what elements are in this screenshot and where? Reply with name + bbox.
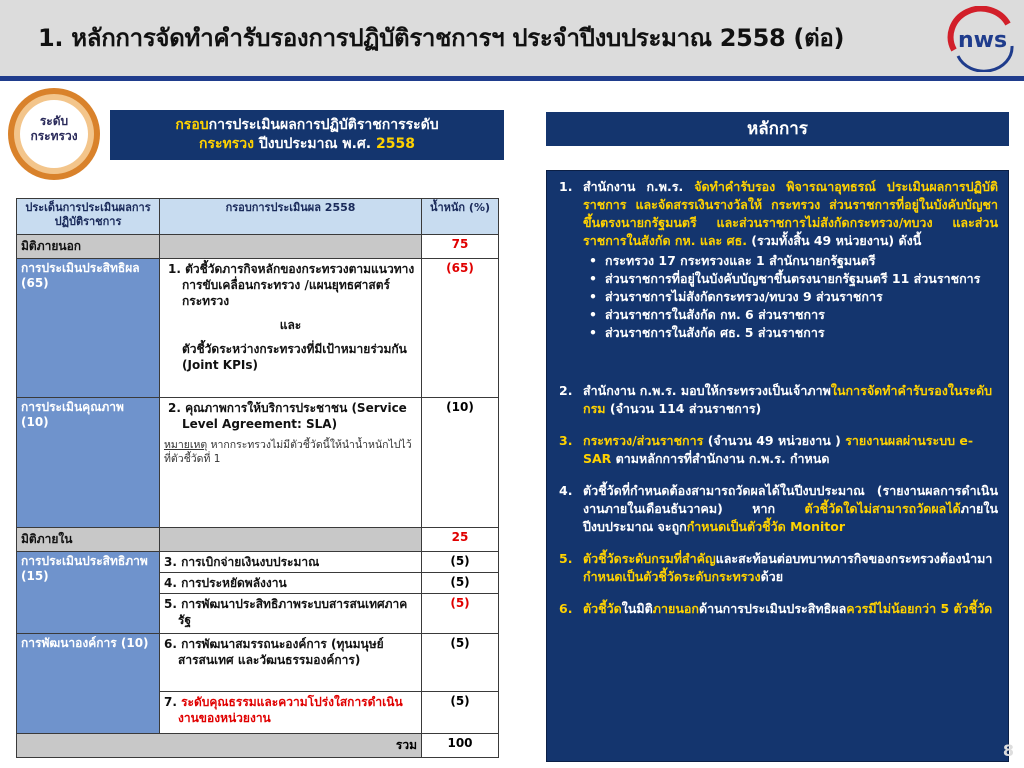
efficiency-label: การประเมินประสิทธิภาพ (15) xyxy=(17,552,160,634)
indicator-5-weight: (5) xyxy=(422,594,499,634)
principle-6: 6. ตัวชี้วัดในมิติภายนอกด้านการประเมินประสิทธิผลควรมีไม่น้อยกว่า 5 ตัวชี้วัด xyxy=(559,601,993,616)
page-number: 8 xyxy=(1002,741,1014,760)
indicator-3-weight: (5) xyxy=(422,552,499,573)
indicator-5: 5. การพัฒนาประสิทธิภาพระบบสารสนเทศภาครัฐ xyxy=(160,594,422,634)
header-issue: ประเด็นการประเมินผลการปฏิบัติราชการ xyxy=(17,199,160,235)
indicator-1: 1. ตัวชี้วัดภารกิจหลักของกระทรวงตามแนวทางการขับเคลื่อนกระทรวง /แผนยุทธศาสตร์กระทรวง xyxy=(168,262,415,308)
indicator-6-weight: (5) xyxy=(422,634,499,692)
quality-weight: (10) xyxy=(422,398,499,528)
principle-5: 5. ตัวชี้วัดระดับกรมที่สำคัญและสะท้อนต่อบทบาทภารกิจของกระทรวงต้องนำมากำหนดเป็นตัวชี้วัดระดับกระทรวงด้วย xyxy=(559,551,993,584)
nws-logo-icon xyxy=(942,6,1020,72)
framework-title-box: กรอบการประเมินผลการปฏิบัติราชการระดับ กระทรวง ปีงบประมาณ พ.ศ. 2558 xyxy=(110,110,504,160)
external-dimension-label: มิติภายนอก xyxy=(17,235,160,259)
list-item: • ส่วนราชการที่อยู่ในบังคับบัญชาขึ้นตรงนายกรัฐมนตรี 11 ส่วนราชการ xyxy=(583,270,998,288)
principle-2: 2. สำนักงาน ก.พ.ร. มอบให้กระทรวงเป็นเจ้าภาพในการจัดทำคำรับรองในระดับกรม (จำนวน 114 ส่วนราชการ) xyxy=(559,383,993,416)
principle-1: 1. สำนักงาน ก.พ.ร. จัดทำคำรับรอง พิจารณาอุทธรณ์ ประเมินผลการปฏิบัติราชการ และจัดสรรเงินรางวัลให้ กระทรวง ส่วนราชการที่อยู่ในบังคับบัญชาขึ้นตรงนายกรัฐมนตรี และส่วนราชการไม่สังกัดกระทรวง/ทบวง และส่วนราชการในสังกัด กห. และ ศธ. (รวมทั้งสิ้น 49 หน่วยงาน) ดังนี้ • กระทรวง 17 กระทรวงและ 1 สำนักนายกรัฐมนตรี • ส่วนราชการที่อยู่ในบังคับบัญชาขึ้นตรงนายกรัฐมนตรี 11 ส่วนราชการ • ส่วนราชการไม่สังกัดกระทรวง/ทบวง 9 ส่วนราชการ • ส่วนราชการในสังกัด กห. 6 ส่วนราชการ • ส่วนราชการในสังกัด ศธ. 5 ส่วนราชการ xyxy=(557,178,998,342)
principles-box xyxy=(546,170,1009,762)
logo-text: nws xyxy=(958,28,1008,53)
note: หมายเหตุ หากกระทรวงไม่มีตัวชี้วัดนี้ให้นำน้ำหนักไปไว้ที่ตัวชี้วัดที่ 1 xyxy=(164,439,412,465)
list-item: • ส่วนราชการในสังกัด ศธ. 5 ส่วนราชการ xyxy=(583,324,998,342)
header-framework: กรอบการประเมินผล 2558 xyxy=(160,199,422,235)
slide-title: 1. หลักการจัดทำคำรับรองการปฏิบัติราชการฯ ประจำปีงบประมาณ 2558 (ต่อ) xyxy=(38,24,845,52)
total-value: 100 xyxy=(422,734,499,758)
principles-title: หลักการ xyxy=(546,112,1009,146)
internal-dimension-weight: 25 xyxy=(422,528,499,552)
evaluation-framework-table: ประเด็นการประเมินผลการปฏิบัติราชการ กรอบการประเมินผล 2558 น้ำหนัก (%) มิติภายนอก 75 การประเมินประสิทธิผล (65) 1. ตัวชี้วัดภารกิจหลักของกระทรวงตามแนวทางการขับเคลื่อนกระทรวง /แผนยุทธศาสตร์กระทรวง และ ตัวชี้วัดระหว่างกระทรวงที่มีเป้าหมายร่วมกัน (Joint KPIs) (65) การประเมินคุณภาพ (10) 2. คุณภาพการให้บริการประชาชน (Service Level Agreement: SLA) หมายเหตุ หากกระทรวงไม่มีตัวชี้วัดนี้ให้นำน้ำหนักไปไว้ที่ตัวชี้วัดที่ 1 (10) มิติภายใน 25 การประเมินประสิทธิภาพ (15) 3. การเบิกจ่ายเงินงบประมาณ (5) 4. การประหยัดพลังงาน (5) 5. การพัฒนาประสิทธิภาพระบบสารสนเทศภาครัฐ (5) การพัฒนาองค์การ (10) 6. การพัฒนาสมรรถนะองค์การ (ทุนมนุษย์ สารสนเทศ และวัฒนธรรมองค์การ) (5) 7. ระดับคุณธรรมและความโปร่งใสการดำเนินงานของหน่วยงาน (5) รวม 100 xyxy=(16,198,499,758)
header-divider xyxy=(0,76,1024,81)
indicator-4-weight: (5) xyxy=(422,573,499,594)
principle-3: 3. กระทรวง/ส่วนราชการ (จำนวน 49 หน่วยงาน ) รายงานผลผ่านระบบ e-SAR ตามหลักการที่สำนักงาน ก.พ.ร. กำหนด xyxy=(559,433,974,466)
external-dimension-weight: 75 xyxy=(422,235,499,259)
total-label: รวม xyxy=(17,734,422,758)
indicator-7-weight: (5) xyxy=(422,692,499,734)
indicator-6: 6. การพัฒนาสมรรถนะองค์การ (ทุนมนุษย์ สารสนเทศ และวัฒนธรรมองค์การ) xyxy=(160,634,422,692)
principle-1-list xyxy=(583,252,998,342)
principle-4: 4. ตัวชี้วัดที่กำหนดต้องสามารถวัดผลได้ในปีงบประมาณ (รายงานผลการดำเนินงานภายในเดือนธันวาคม) หาก ตัวชี้วัดใดไม่สามารถวัดผลได้ภายในปีงบประมาณ จะถูกกำหนดเป็นตัวชี้วัด Monitor xyxy=(559,483,998,534)
indicator-7: 7. ระดับคุณธรรมและความโปร่งใสการดำเนินงานของหน่วยงาน xyxy=(160,692,422,734)
indicator-2: 2. คุณภาพการให้บริการประชาชน (Service Level Agreement: SLA) xyxy=(168,401,407,431)
indicator-1b: ตัวชี้วัดระหว่างกระทรวงที่มีเป้าหมายร่วมกัน (Joint KPIs) xyxy=(182,342,407,372)
internal-dimension-label: มิติภายใน xyxy=(17,528,160,552)
level-badge-label: ระดับ กระทรวง xyxy=(30,114,78,143)
list-item: • ส่วนราชการในสังกัด กห. 6 ส่วนราชการ xyxy=(583,306,998,324)
header-weight: น้ำหนัก (%) xyxy=(422,199,499,235)
org-development-label: การพัฒนาองค์การ (10) xyxy=(17,634,160,734)
effectiveness-label: การประเมินประสิทธิผล (65) xyxy=(17,259,160,398)
quality-label: การประเมินคุณภาพ (10) xyxy=(17,398,160,528)
indicator-4: 4. การประหยัดพลังงาน xyxy=(160,573,422,594)
indicator-3: 3. การเบิกจ่ายเงินงบประมาณ xyxy=(160,552,422,573)
list-item: • ส่วนราชการไม่สังกัดกระทรวง/ทบวง 9 ส่วนราชการ xyxy=(583,288,998,306)
effectiveness-weight: (65) xyxy=(422,259,499,398)
list-item: • กระทรวง 17 กระทรวงและ 1 สำนักนายกรัฐมนตรี xyxy=(583,252,998,270)
